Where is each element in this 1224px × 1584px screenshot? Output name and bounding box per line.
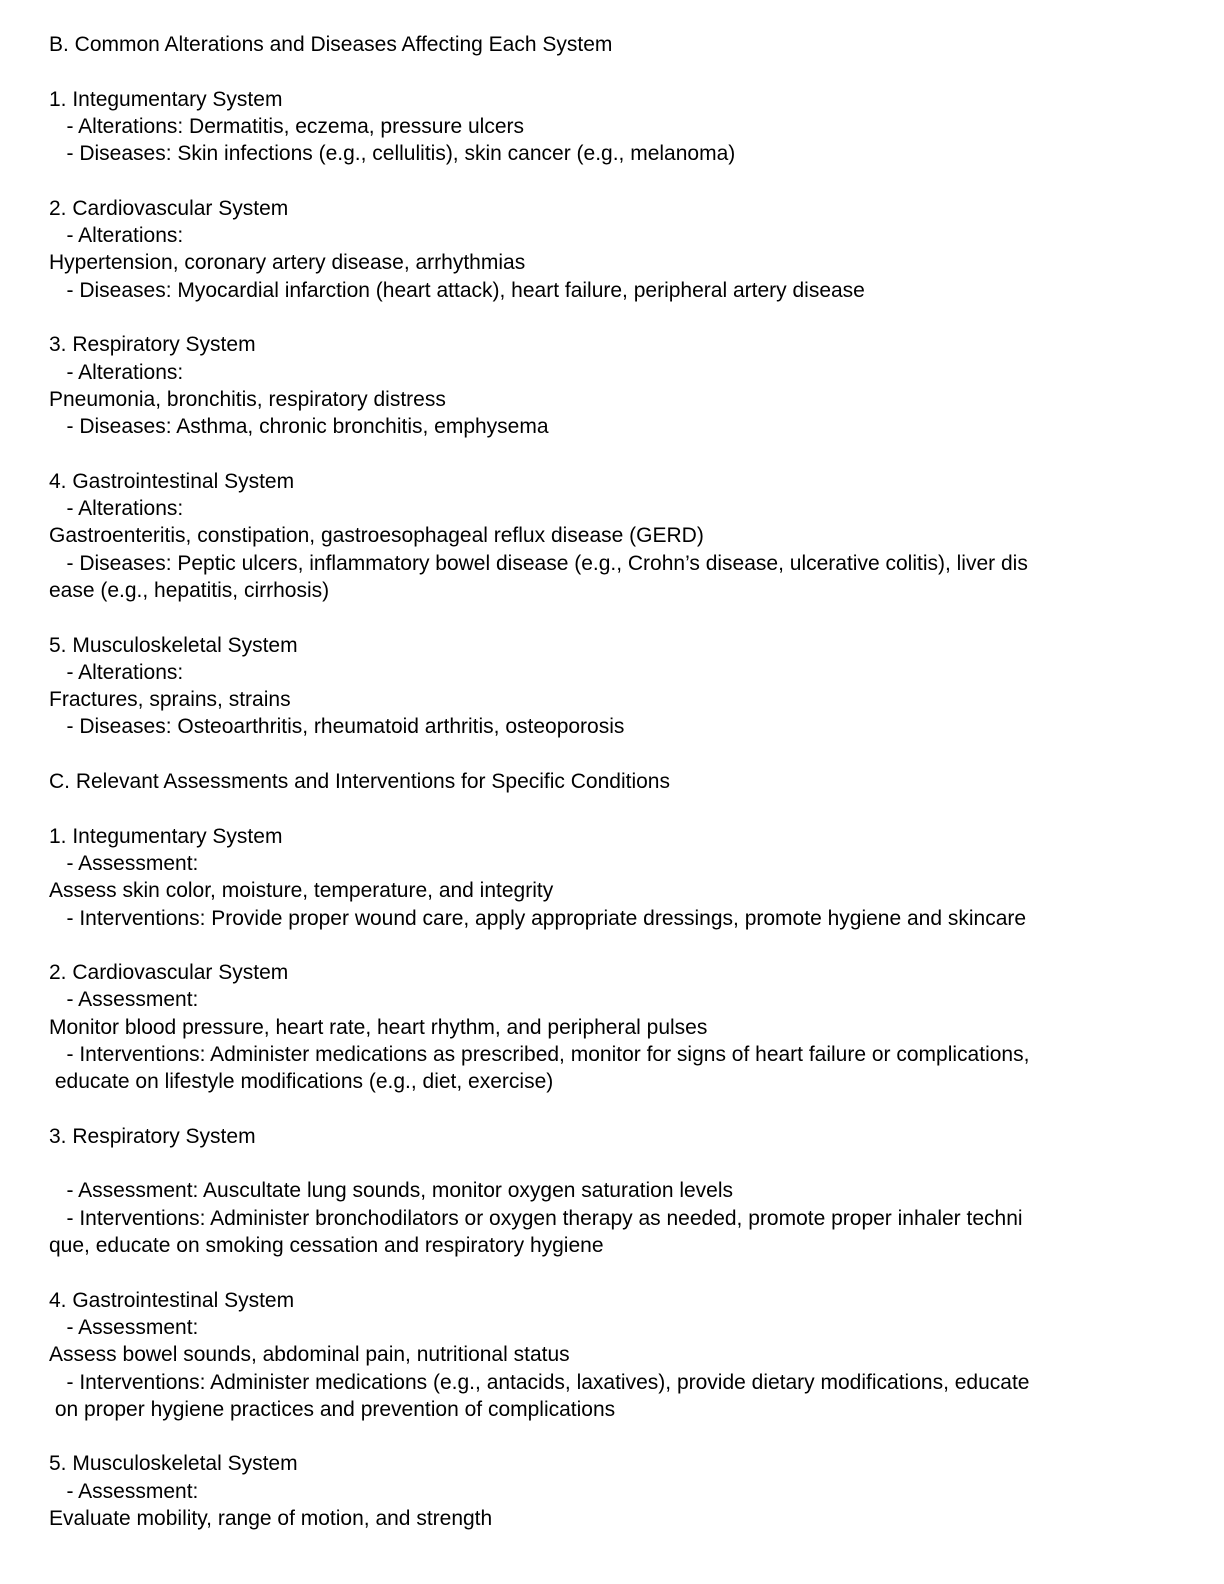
item-line: on proper hygiene practices and prevention of complications — [49, 1397, 616, 1421]
blank-line — [49, 1096, 1189, 1123]
item-title: 4. Gastrointestinal System — [49, 469, 295, 493]
item-title: 2. Cardiovascular System — [49, 961, 289, 985]
item-line: - Assessment: Auscultate lung sounds, monitor oxygen saturation levels — [49, 1179, 734, 1203]
item-line: - Diseases: Osteoarthritis, rheumatoid arthritis, osteoporosis — [49, 715, 625, 739]
item-line: - Interventions: Provide proper wound care, apply appropriate dressings, promote hygiene and skincare — [49, 906, 1027, 930]
item-title: 5. Musculoskeletal System — [49, 1452, 298, 1476]
item-line: Assess bowel sounds, abdominal pain, nutritional status — [49, 1343, 570, 1367]
blank-line — [49, 58, 1189, 85]
item-line: educate on lifestyle modifications (e.g., diet, exercise) — [49, 1070, 554, 1094]
item-line: Evaluate mobility, range of motion, and strength — [49, 1507, 493, 1531]
item-line: Hypertension, coronary artery disease, arrhythmias — [49, 251, 526, 275]
blank-line — [49, 741, 1189, 768]
blank-line — [49, 795, 1189, 822]
item-line: - Interventions: Administer medications as prescribed, monitor for signs of heart failure or complications, — [49, 1042, 1030, 1066]
item-line: - Diseases: Peptic ulcers, inflammatory bowel disease (e.g., Crohn’s disease, ulcerative colitis), liver dis — [49, 551, 1028, 575]
section-heading: B. Common Alterations and Diseases Affecting Each System — [49, 33, 613, 56]
item-line: - Alterations: Dermatitis, eczema, pressure ulcers — [49, 114, 524, 138]
item-line: Assess skin color, moisture, temperature, and integrity — [49, 879, 554, 903]
item-title: 3. Respiratory System — [49, 333, 256, 357]
blank-line — [49, 604, 1189, 631]
item-line: - Alterations: — [49, 660, 184, 684]
item-line: - Alterations: — [49, 497, 184, 521]
blank-line — [49, 440, 1189, 467]
item-line: - Interventions: Administer medications (e.g., antacids, laxatives), provide dietary modifications, educate — [49, 1370, 1030, 1394]
item-line: - Assessment: — [49, 1479, 199, 1503]
item-line: Pneumonia, bronchitis, respiratory distress — [49, 387, 446, 411]
item-line: Fractures, sprains, strains — [49, 688, 291, 712]
item-line: - Interventions: Administer bronchodilators or oxygen therapy as needed, promote proper inhaler techni — [49, 1206, 1023, 1230]
item-title: 1. Integumentary System — [49, 87, 283, 111]
item-title: 4. Gastrointestinal System — [49, 1288, 295, 1312]
item-line: - Alterations: — [49, 360, 184, 384]
section-heading: C. Relevant Assessments and Interventions for Specific Conditions — [49, 770, 670, 794]
item-title: 2. Cardiovascular System — [49, 196, 289, 220]
blank-line — [49, 932, 1189, 959]
item-line: - Assessment: — [49, 1315, 199, 1339]
item-title: 1. Integumentary System — [49, 824, 283, 848]
blank-line — [49, 1423, 1189, 1450]
blank-line — [49, 167, 1189, 194]
item-line: - Diseases: Myocardial infarction (heart attack), heart failure, peripheral artery disease — [49, 278, 865, 302]
item-line: - Assessment: — [49, 988, 199, 1012]
item-line: Gastroenteritis, constipation, gastroesophageal reflux disease (GERD) — [49, 524, 704, 548]
item-line: Monitor blood pressure, heart rate, heart rhythm, and peripheral pulses — [49, 1015, 708, 1039]
item-title: 3. Respiratory System — [49, 1124, 256, 1148]
item-line: que, educate on smoking cessation and respiratory hygiene — [49, 1234, 604, 1258]
item-line — [49, 1150, 1189, 1177]
blank-line — [49, 304, 1189, 331]
item-line: - Assessment: — [49, 851, 199, 875]
item-line: - Diseases: Asthma, chronic bronchitis, emphysema — [49, 415, 549, 439]
item-title: 5. Musculoskeletal System — [49, 633, 298, 657]
document-page — [49, 31, 1189, 1532]
item-line: - Diseases: Skin infections (e.g., cellulitis), skin cancer (e.g., melanoma) — [49, 142, 736, 166]
item-line: - Alterations: — [49, 224, 184, 248]
blank-line — [49, 1259, 1189, 1286]
item-line: ease (e.g., hepatitis, cirrhosis) — [49, 578, 330, 602]
